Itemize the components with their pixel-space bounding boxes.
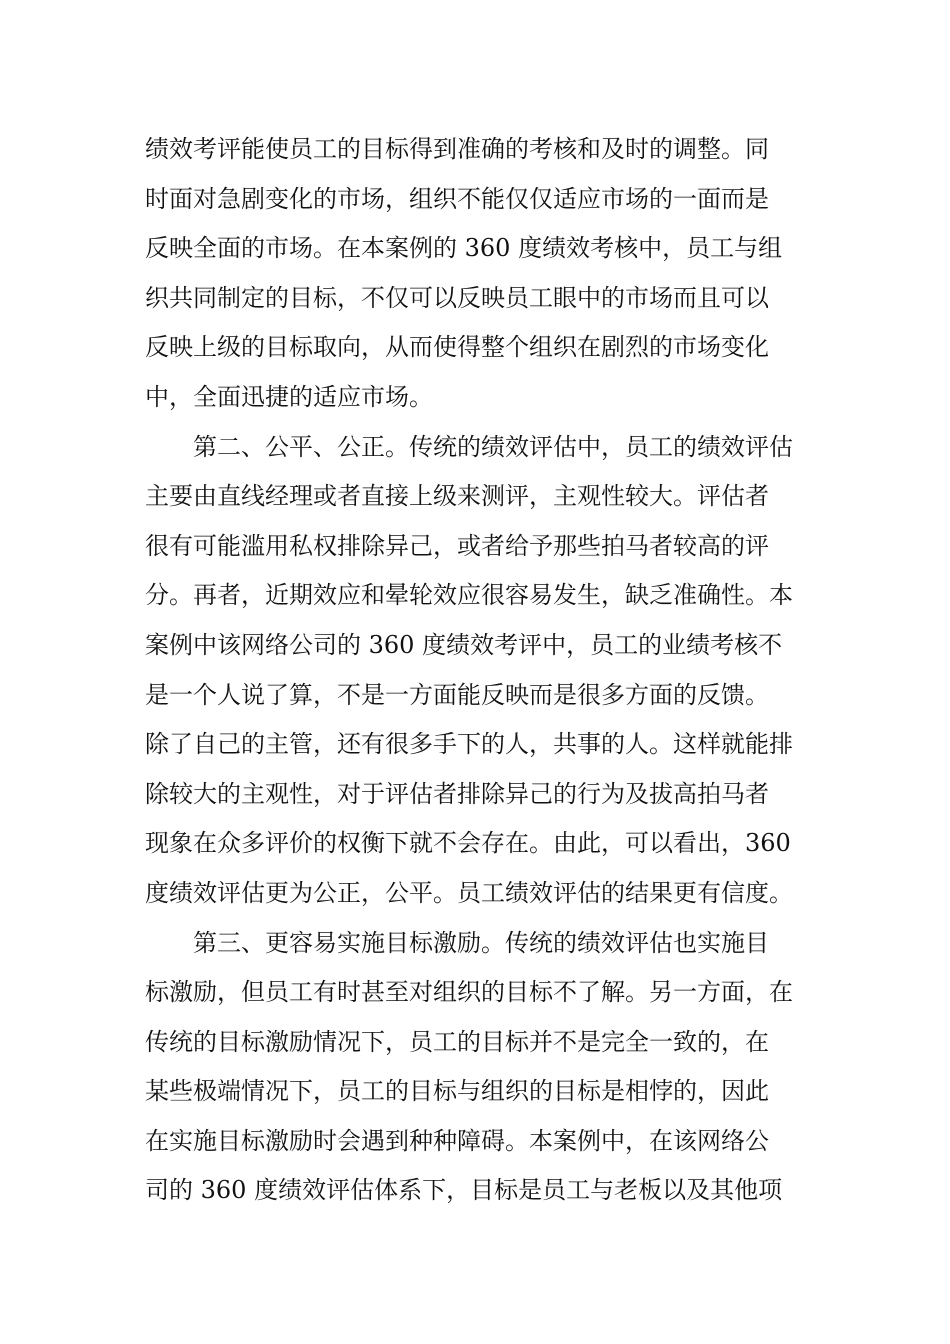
paragraph-start-line: 第二、公平、公正。传统的绩效评估中，员工的绩效评估 <box>193 432 793 461</box>
text-line: 传统的目标激励情况下，员工的目标并不是完全一致的，在 <box>145 1027 769 1056</box>
text-line: 很有可能滥用私权排除异己，或者给予那些拍马者较高的评 <box>145 531 769 560</box>
text-line: 司的 360 度绩效评估体系下，目标是员工与老板以及其他项 <box>145 1176 783 1205</box>
body-text <box>145 125 815 1216</box>
text-line: 案例中该网络公司的 360 度绩效考评中，员工的业绩考核不 <box>145 630 783 659</box>
text-line: 度绩效评估更为公正，公平。员工绩效评估的结果更有信度。 <box>145 878 793 907</box>
paragraph-start-line: 第三、更容易实施目标激励。传统的绩效评估也实施目 <box>193 928 769 957</box>
text-line: 绩效考评能使员工的目标得到准确的考核和及时的调整。同 <box>145 135 769 163</box>
text-line: 标激励，但员工有时甚至对组织的目标不了解。另一方面，在 <box>145 978 793 1007</box>
text-line: 除了自己的主管，还有很多手下的人，共事的人。这样就能排 <box>145 730 793 759</box>
text-line: 在实施目标激励时会遇到种种障碍。本案例中，在该网络公 <box>145 1126 769 1155</box>
text-line: 除较大的主观性，对于评估者排除异己的行为及拔高拍马者 <box>145 779 769 808</box>
text-line: 织共同制定的目标，不仅可以反映员工眼中的市场而且可以 <box>145 283 769 312</box>
text-line: 反映上级的目标取向，从而使得整个组织在剧烈的市场变化 <box>145 333 769 362</box>
text-line: 现象在众多评价的权衡下就不会存在。由此，可以看出，360 <box>145 829 791 858</box>
text-line: 反映全面的市场。在本案例的 360 度绩效考核中，员工与组 <box>145 234 783 263</box>
text-line: 主要由直线经理或者直接上级来测评，主观性较大。评估者 <box>145 482 769 511</box>
text-line: 某些极端情况下，员工的目标与组织的目标是相悖的，因此 <box>145 1077 769 1106</box>
text-line: 是一个人说了算，不是一方面能反映而是很多方面的反馈。 <box>145 680 769 709</box>
text-line: 分。再者，近期效应和晕轮效应很容易发生，缺乏准确性。本 <box>145 581 793 610</box>
text-line: 中，全面迅捷的适应市场。 <box>145 382 433 411</box>
text-line: 时面对急剧变化的市场，组织不能仅仅适应市场的一面而是 <box>145 184 769 213</box>
